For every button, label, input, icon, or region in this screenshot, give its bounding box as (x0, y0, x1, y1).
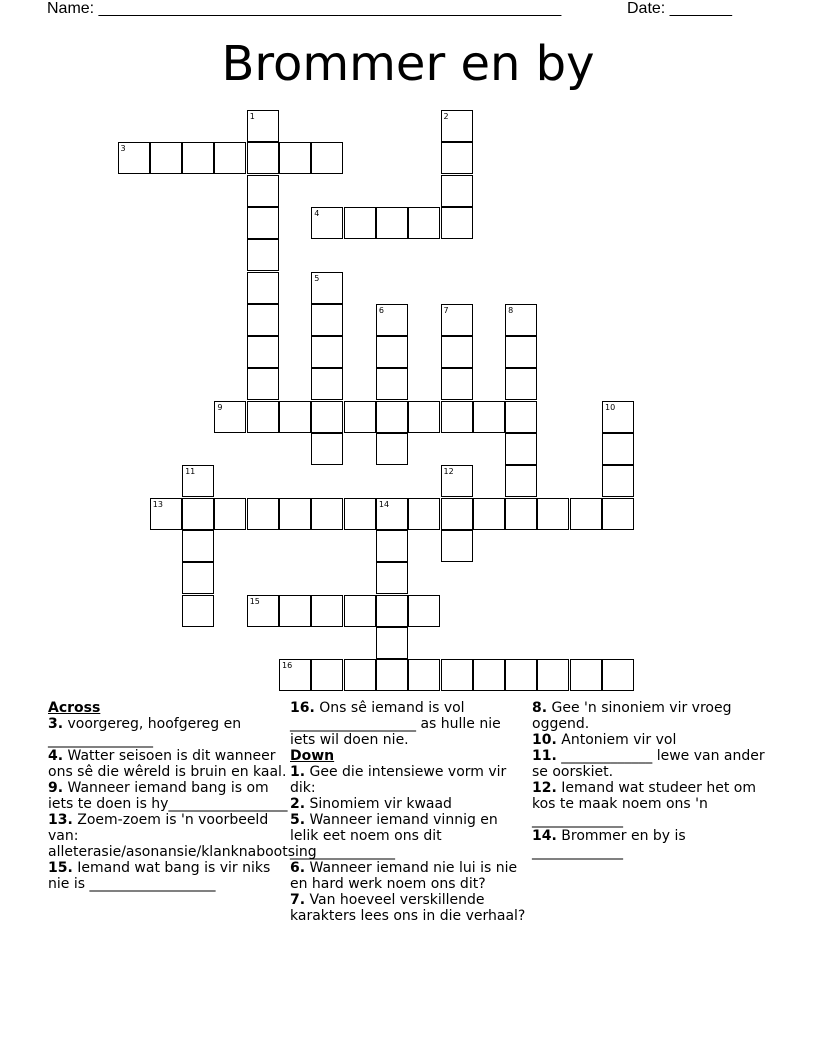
grid-cell[interactable] (247, 272, 279, 304)
grid-cell[interactable] (311, 433, 343, 465)
grid-cell[interactable] (376, 659, 408, 691)
grid-cell[interactable] (247, 175, 279, 207)
grid-cell[interactable] (441, 142, 473, 174)
grid-cell[interactable] (473, 659, 505, 691)
grid-cell[interactable] (505, 465, 537, 497)
grid-cell[interactable] (247, 401, 279, 433)
clue-across-4: 4. Watter seisoen is dit wanneer ons sê die wêreld is bruin en kaal. (48, 748, 287, 780)
grid-cell[interactable] (150, 142, 182, 174)
grid-cell[interactable] (344, 401, 376, 433)
grid-cell[interactable] (247, 595, 279, 627)
grid-cell[interactable] (441, 401, 473, 433)
grid-cell[interactable] (344, 207, 376, 239)
cell-number: 10 (605, 402, 616, 412)
grid-cell[interactable] (311, 368, 343, 400)
grid-cell[interactable] (376, 336, 408, 368)
grid-cell[interactable] (182, 530, 214, 562)
grid-cell[interactable] (537, 498, 569, 530)
grid-cell[interactable] (376, 207, 408, 239)
cell-number: 8 (508, 305, 514, 315)
grid-cell[interactable] (344, 498, 376, 530)
clue-down-7: 7. Van hoeveel verskillende karakters lees ons in die verhaal? (290, 892, 526, 924)
grid-cell[interactable] (279, 595, 311, 627)
grid-cell[interactable] (182, 465, 214, 497)
grid-cell[interactable] (376, 562, 408, 594)
clue-down-14: 14. Brommer en by is _____________ (532, 828, 686, 860)
grid-cell[interactable] (441, 498, 473, 530)
grid-cell[interactable] (537, 659, 569, 691)
grid-cell[interactable] (247, 110, 279, 142)
grid-cell[interactable] (408, 401, 440, 433)
grid-cell[interactable] (376, 304, 408, 336)
grid-cell[interactable] (214, 401, 246, 433)
grid-cell[interactable] (150, 498, 182, 530)
grid-cell[interactable] (602, 465, 634, 497)
cell-number: 5 (314, 273, 320, 283)
grid-cell[interactable] (505, 659, 537, 691)
grid-cell[interactable] (441, 175, 473, 207)
clue-down-10: 10. Antoniem vir vol (532, 732, 677, 748)
grid-cell[interactable] (570, 659, 602, 691)
grid-cell[interactable] (376, 498, 408, 530)
cell-number: 6 (378, 305, 384, 315)
cell-number: 1 (249, 112, 255, 121)
clue-down-1: 1. Gee die intensiewe vorm vir dik: (290, 764, 507, 796)
grid-cell[interactable] (247, 207, 279, 239)
clue-down-8: 8. Gee 'n sinoniem vir vroeg oggend. (532, 700, 732, 732)
grid-cell[interactable] (214, 498, 246, 530)
clue-down-6: 6. Wanneer iemand nie lui is nie en hard werk noem ons dit? (290, 860, 518, 892)
grid-cell[interactable] (311, 595, 343, 627)
grid-cell[interactable] (408, 207, 440, 239)
clue-down-12: 12. Iemand wat studeer het om kos te maak noem ons 'n _____________ (532, 780, 757, 828)
grid-cell[interactable] (344, 595, 376, 627)
grid-cell[interactable] (505, 433, 537, 465)
grid-cell[interactable] (602, 498, 634, 530)
grid-cell[interactable] (279, 401, 311, 433)
grid-cell[interactable] (602, 401, 634, 433)
grid-cell[interactable] (182, 595, 214, 627)
grid-cell[interactable] (441, 368, 473, 400)
cell-number: 9 (217, 402, 223, 412)
clues-column-3 (532, 700, 772, 860)
grid-cell[interactable] (247, 336, 279, 368)
grid-cell[interactable] (118, 142, 150, 174)
clue-down-2: 2. Sinomiem vir kwaad (290, 796, 452, 812)
grid-cell[interactable] (311, 304, 343, 336)
grid-cell[interactable] (505, 304, 537, 336)
grid-cell[interactable] (376, 595, 408, 627)
grid-cell[interactable] (311, 142, 343, 174)
grid-cell[interactable] (441, 659, 473, 691)
grid-cell[interactable] (279, 659, 311, 691)
down-heading: Down (290, 748, 335, 764)
grid-cell[interactable] (247, 304, 279, 336)
grid-cell[interactable] (505, 498, 537, 530)
clue-across-13: 13. Zoem-zoem is 'n voorbeeld van: alleterasie/asonansie/klanknabootsing (48, 812, 317, 860)
grid-cell[interactable] (311, 401, 343, 433)
cell-number: 2 (443, 112, 449, 121)
cell-number: 11 (185, 467, 196, 477)
grid-cell[interactable] (344, 659, 376, 691)
grid-cell[interactable] (505, 401, 537, 433)
clue-across-16: 16. Ons sê iemand is vol __________________ as hulle nie iets wil doen nie. (290, 700, 501, 748)
clue-across-9: 9. Wanneer iemand bang is om iets te doen is hy_________________ (48, 780, 288, 812)
grid-cell[interactable] (441, 110, 473, 142)
clue-across-15: 15. Iemand wat bang is vir niks nie is __________________ (48, 860, 271, 892)
cell-number: 14 (378, 499, 390, 509)
grid-cell[interactable] (376, 627, 408, 659)
grid-cell[interactable] (311, 272, 343, 304)
cell-number: 13 (152, 499, 163, 509)
cell-number: 12 (443, 467, 454, 477)
grid-cell[interactable] (247, 239, 279, 271)
cell-number: 7 (443, 305, 449, 315)
grid-cell[interactable] (408, 659, 440, 691)
grid-cell[interactable] (408, 595, 440, 627)
cell-number: 16 (282, 661, 293, 671)
clues-column-2 (290, 700, 530, 924)
grid-cell[interactable] (473, 498, 505, 530)
grid-cell[interactable] (279, 498, 311, 530)
grid-cell[interactable] (311, 498, 343, 530)
grid-cell[interactable] (376, 433, 408, 465)
grid-cell[interactable] (408, 498, 440, 530)
grid-cell[interactable] (441, 465, 473, 497)
grid-cell[interactable] (182, 498, 214, 530)
grid-cell[interactable] (602, 433, 634, 465)
clue-down-11: 11. _____________ lewe van ander se oorskiet. (532, 748, 765, 780)
grid-cell[interactable] (311, 659, 343, 691)
grid-cell[interactable] (247, 498, 279, 530)
date-field[interactable]: Date: _______ (627, 0, 732, 17)
grid-cell[interactable] (182, 562, 214, 594)
grid-cell[interactable] (247, 368, 279, 400)
grid-cell[interactable] (247, 142, 279, 174)
grid-cell[interactable] (376, 401, 408, 433)
clue-across-3: 3. voorgereg, hoofgereg en _______________ (48, 716, 242, 748)
name-field[interactable]: Name: ____________________________________________________ (47, 0, 562, 17)
grid-cell[interactable] (473, 401, 505, 433)
cell-number: 4 (314, 208, 320, 218)
grid-cell[interactable] (279, 142, 311, 174)
grid-cell[interactable] (441, 336, 473, 368)
clue-down-5: 5. Wanneer iemand vinnig en lelik eet noem ons dit _______________ (290, 812, 498, 860)
grid-cell[interactable] (376, 530, 408, 562)
across-heading: Across (48, 700, 101, 716)
grid-cell[interactable] (182, 142, 214, 174)
grid-cell[interactable] (570, 498, 602, 530)
grid-cell[interactable] (441, 207, 473, 239)
grid-cell[interactable] (505, 336, 537, 368)
grid-cell[interactable] (441, 530, 473, 562)
cell-number: 15 (249, 596, 260, 606)
page-title: Brommer en by (221, 36, 595, 92)
grid-cell[interactable] (376, 368, 408, 400)
grid-cell[interactable] (441, 304, 473, 336)
grid-cell[interactable] (311, 336, 343, 368)
grid-cell[interactable] (602, 659, 634, 691)
grid-cell[interactable] (214, 142, 246, 174)
grid-cell[interactable] (505, 368, 537, 400)
grid-cell[interactable] (311, 207, 343, 239)
cell-number: 3 (120, 144, 126, 154)
